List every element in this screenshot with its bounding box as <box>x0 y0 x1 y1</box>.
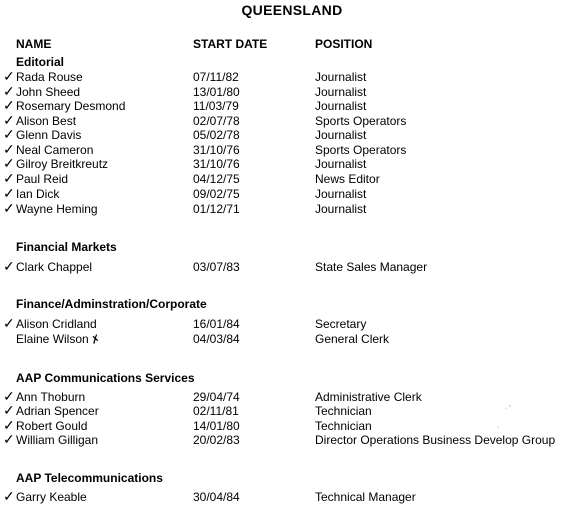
position: Journalist <box>315 202 367 216</box>
employee-name: Ian Dick <box>16 187 60 201</box>
position: Technician <box>315 404 372 418</box>
table-row <box>0 128 570 143</box>
cross-mark-icon: ✗ <box>89 332 102 348</box>
position: Journalist <box>315 70 367 84</box>
employee-name: Robert Gould <box>16 419 88 433</box>
section-heading-aap-telecommunications: AAP Telecommunications <box>16 471 163 485</box>
start-date: 30/04/84 <box>193 490 240 504</box>
position: Journalist <box>315 157 367 171</box>
table-row <box>0 157 570 172</box>
position: Sports Operators <box>315 143 407 157</box>
position: Administrative Clerk <box>315 390 422 404</box>
check-mark-icon: ✓ <box>3 83 15 99</box>
employee-name-cell <box>16 332 100 346</box>
employee-name: Wayne Heming <box>16 202 98 216</box>
check-mark-icon: ✓ <box>3 402 15 418</box>
section-heading-aap-communications-services: AAP Communications Services <box>16 371 195 385</box>
check-mark-icon: ✓ <box>3 141 15 157</box>
employee-name: Adrian Spencer <box>16 404 99 418</box>
employee-name: Neal Cameron <box>16 143 94 157</box>
table-row <box>0 202 570 217</box>
table-row <box>0 70 570 85</box>
column-header-name: NAME <box>16 37 52 51</box>
position: News Editor <box>315 172 380 186</box>
start-date: 03/07/83 <box>193 260 240 274</box>
table-row <box>0 390 570 405</box>
table-row <box>0 332 570 347</box>
position: General Clerk <box>315 332 390 346</box>
start-date: 16/01/84 <box>193 317 240 331</box>
employee-name: Paul Reid <box>16 172 69 186</box>
employee-name: William Gilligan <box>16 433 99 447</box>
start-date: 20/02/83 <box>193 433 240 447</box>
employee-name: John Sheed <box>16 85 81 99</box>
employee-name: Garry Keable <box>16 490 87 504</box>
employee-name: Elaine Wilson <box>16 332 89 346</box>
check-mark-icon: ✓ <box>3 126 15 142</box>
employee-name: Alison Cridland <box>16 317 97 331</box>
scan-speck: · ‘ <box>505 405 511 412</box>
check-mark-icon: ✓ <box>3 315 15 331</box>
table-row <box>0 433 570 448</box>
table-row <box>0 114 570 129</box>
check-mark-icon: ✓ <box>3 185 15 201</box>
employee-name: Rosemary Desmond <box>16 99 126 113</box>
table-row <box>0 490 570 505</box>
check-mark-icon: ✓ <box>3 97 15 113</box>
check-mark-icon: ✓ <box>3 488 15 504</box>
section-heading-finance-administration-corporate: Finance/Adminstration/Corporate <box>16 297 207 311</box>
employee-name: Glenn Davis <box>16 128 82 142</box>
start-date: 07/11/82 <box>193 70 239 84</box>
employee-name: Ann Thoburn <box>16 390 86 404</box>
employee-name: Alison Best <box>16 114 77 128</box>
page-title: QUEENSLAND <box>241 2 343 18</box>
table-row <box>0 187 570 202</box>
position: Journalist <box>315 85 367 99</box>
position: Journalist <box>315 99 367 113</box>
start-date: 13/01/80 <box>193 85 240 99</box>
table-row <box>0 143 570 158</box>
start-date: 11/03/79 <box>193 99 239 113</box>
employee-name: Clark Chappel <box>16 260 93 274</box>
table-row <box>0 419 570 434</box>
position: Journalist <box>315 128 367 142</box>
table-row <box>0 99 570 114</box>
check-mark-icon: ✓ <box>3 417 15 433</box>
table-row <box>0 172 570 187</box>
position: Technician <box>315 419 372 433</box>
position: Journalist <box>315 187 367 201</box>
start-date: 04/12/75 <box>193 172 240 186</box>
position: Technical Manager <box>315 490 416 504</box>
position: State Sales Manager <box>315 260 428 274</box>
position: Director Operations Business Develop Group <box>315 433 556 447</box>
column-header-position: POSITION <box>315 37 373 51</box>
check-mark-icon: ✓ <box>3 68 15 84</box>
start-date: 09/02/75 <box>193 187 240 201</box>
start-date: 01/12/71 <box>193 202 240 216</box>
check-mark-icon: ✓ <box>3 155 15 171</box>
check-mark-icon: ✓ <box>3 258 15 274</box>
start-date: 29/04/74 <box>193 390 240 404</box>
check-mark-icon: ✓ <box>3 431 15 447</box>
table-row <box>0 317 570 332</box>
check-mark-icon: ✓ <box>3 170 15 186</box>
start-date: 02/11/81 <box>193 404 239 418</box>
employee-name: Rada Rouse <box>16 70 83 84</box>
table-row <box>0 404 570 419</box>
table-row <box>0 260 570 275</box>
employee-name: Gilroy Breitkreutz <box>16 157 109 171</box>
scan-speck: · <box>497 424 500 431</box>
start-date: 05/02/78 <box>193 128 240 142</box>
section-heading-financial-markets: Financial Markets <box>16 240 117 254</box>
start-date: 31/10/76 <box>193 143 240 157</box>
start-date: 31/10/76 <box>193 157 240 171</box>
start-date: 14/01/80 <box>193 419 240 433</box>
start-date: 04/03/84 <box>193 332 240 346</box>
check-mark-icon: ✓ <box>3 388 15 404</box>
check-mark-icon: ✓ <box>3 112 15 128</box>
position: Secretary <box>315 317 367 331</box>
table-row <box>0 85 570 100</box>
section-heading-editorial: Editorial <box>16 55 65 69</box>
column-header-start-date: START DATE <box>193 37 268 51</box>
start-date: 02/07/78 <box>193 114 240 128</box>
check-mark-icon: ✓ <box>3 200 15 216</box>
position: Sports Operators <box>315 114 407 128</box>
